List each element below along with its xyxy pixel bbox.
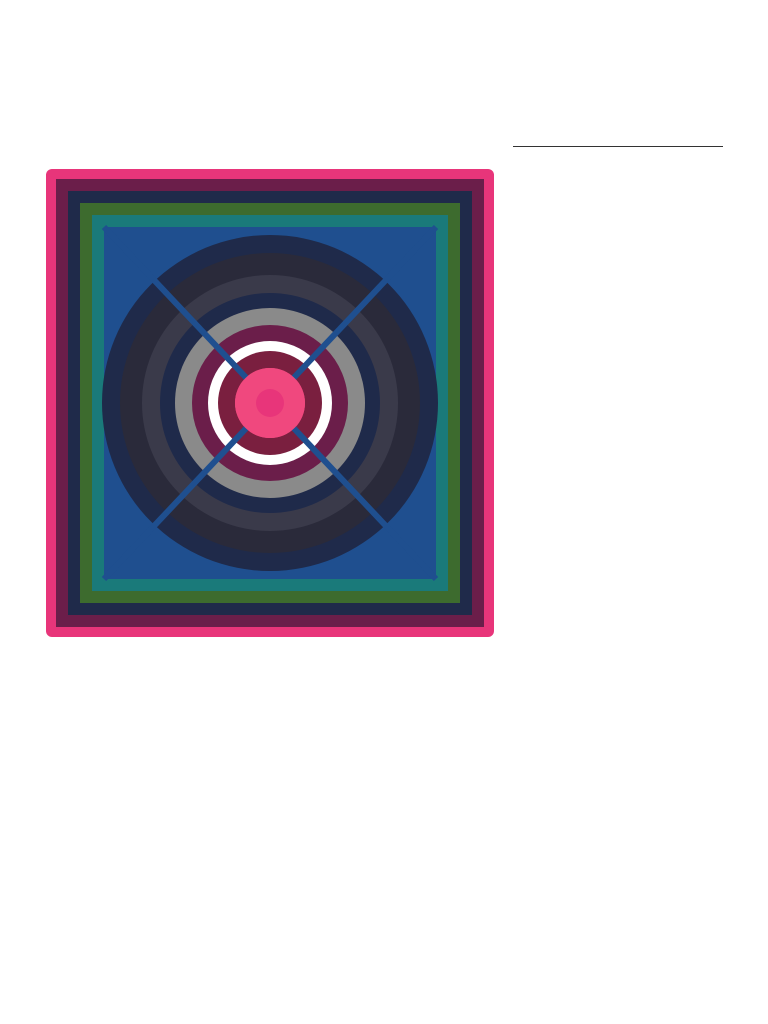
bottom-decorative-border bbox=[0, 972, 768, 1020]
title-divider bbox=[513, 146, 723, 147]
top-decorative-border bbox=[0, 0, 768, 48]
crochet-square-photo bbox=[42, 165, 498, 641]
pattern-info bbox=[473, 205, 723, 221]
special-stitches-body bbox=[398, 697, 723, 712]
